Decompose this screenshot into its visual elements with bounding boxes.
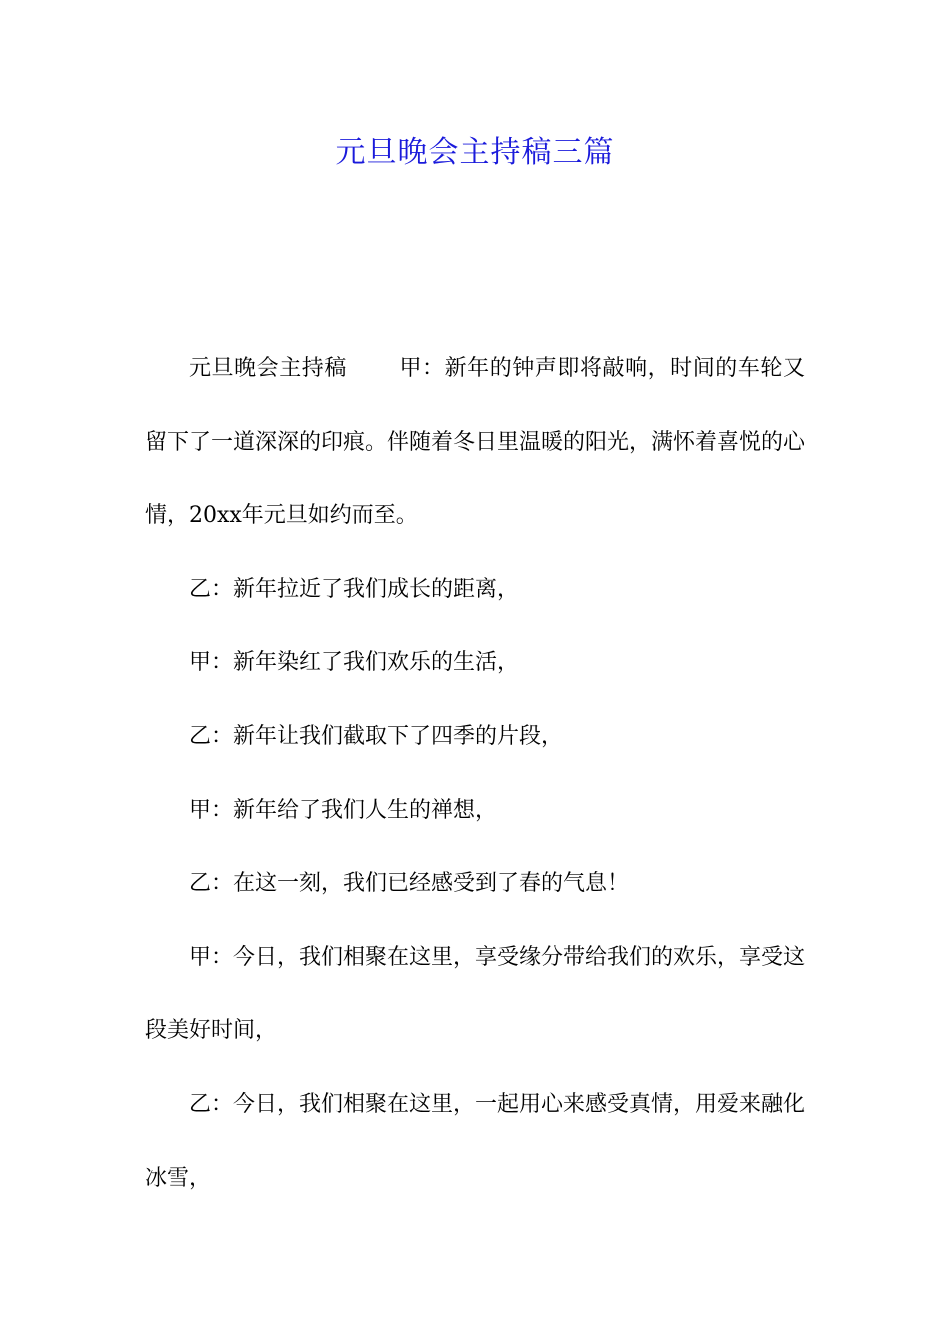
paragraph-8: 乙：今日，我们相聚在这里，一起用心来感受真情，用爱来融化冰雪，	[145, 1091, 806, 1191]
section-heading: 元旦晚会主持稿	[189, 356, 347, 381]
paragraph-7: 甲：今日，我们相聚在这里，享受缘分带给我们的欢乐，享受这段美好时间，	[145, 944, 806, 1044]
paragraph-3: 甲：新年染红了我们欢乐的生活，	[189, 650, 520, 676]
paragraph-4: 乙：新年让我们截取下了四季的片段，	[189, 723, 564, 749]
paragraph-text: 甲：新年的钟声即将敲响，时间的车轮又留下了一道深深的印痕。伴随着冬日里温暖的阳光，满怀着喜悦的心情，20xx年元旦如约而至。	[145, 356, 806, 529]
paragraph-2: 乙：新年拉近了我们成长的距离，	[189, 576, 520, 602]
paragraph-5: 甲：新年给了我们人生的禅想，	[189, 797, 498, 823]
paragraph-6: 乙：在这一刻，我们已经感受到了春的气息！	[189, 871, 630, 897]
document-title: 元旦晚会主持稿三篇	[335, 135, 615, 170]
document-body	[145, 332, 805, 1215]
paragraph-1	[145, 332, 805, 553]
